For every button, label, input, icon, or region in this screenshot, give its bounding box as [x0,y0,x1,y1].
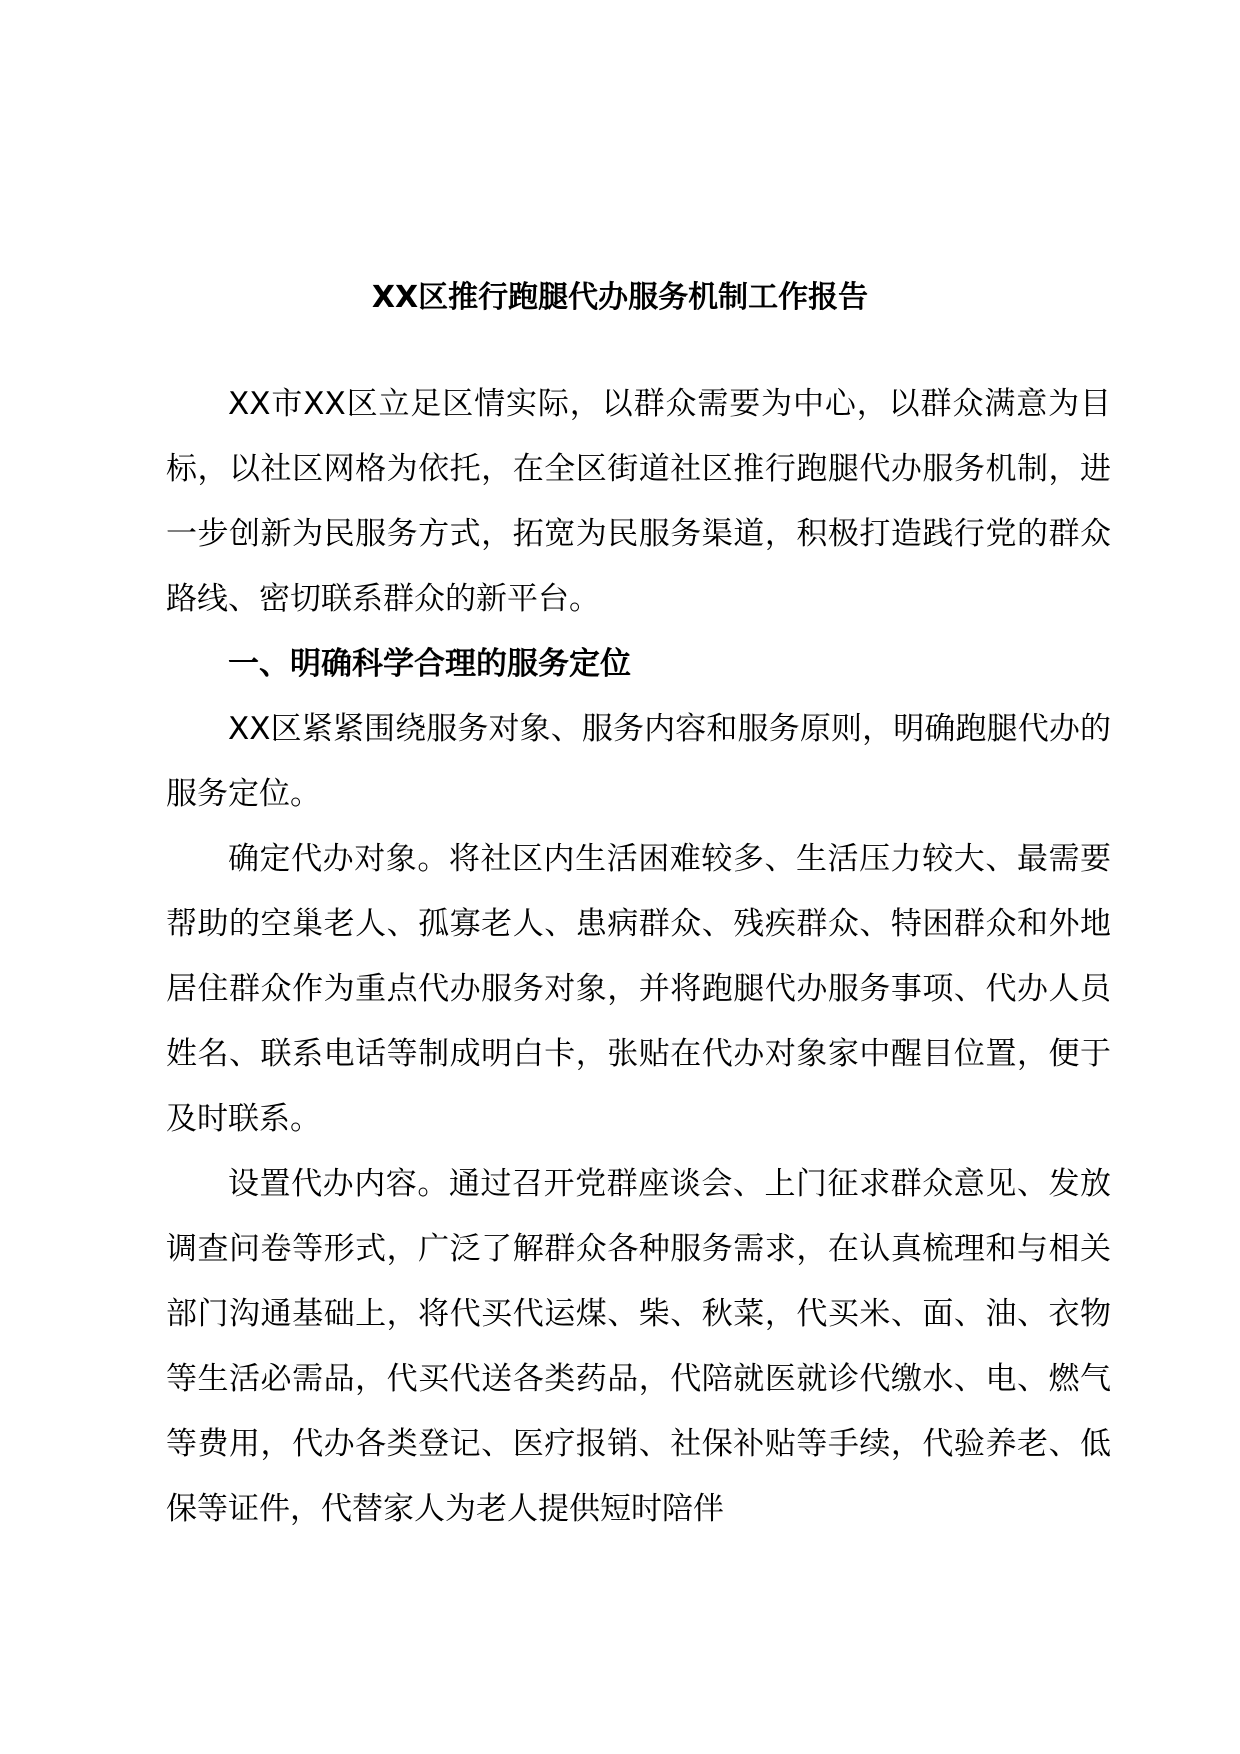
section-1-paragraph-3: 设置代办内容。通过召开党群座谈会、上门征求群众意见、发放调查问卷等形式，广泛了解群众各种服务需求，在认真梳理和与相关部门沟通基础上，将代买代运煤、柴、秋菜，代买米、面、油、衣物等生活必需品，代买代送各类药品，代陪就医就诊代缴水、电、燃气等费用，代办各类登记、医疗报销、社保补贴等手续，代验养老、低保等证件，代替家人为老人提供短时陪伴 [166,1166,1111,1527]
document-title: XX区推行跑腿代办服务机制工作报告 [371,280,869,315]
section-1-paragraph-2: 确定代办对象。将社区内生活困难较多、生活压力较大、最需要帮助的空巢老人、孤寡老人、患病群众、残疾群众、特困群众和外地居住群众作为重点代办服务对象，并将跑腿代办服务事项、代办人员姓名、联系电话等制成明白卡，张贴在代办对象家中醒目位置，便于及时联系。 [166,841,1111,1137]
document-body [166,372,1111,1542]
section-heading-1: 一、明确科学合理的服务定位 [228,646,631,682]
section-1-paragraph-1: XX区紧紧围绕服务对象、服务内容和服务原则，明确跑腿代办的服务定位。 [166,711,1111,812]
intro-paragraph: XX市XX区立足区情实际，以群众需要为中心，以群众满意为目标，以社区网格为依托，在全区街道社区推行跑腿代办服务机制，进一步创新为民服务方式，拓宽为民服务渠道，积极打造践行党的群众路线、密切联系群众的新平台。 [166,386,1111,617]
